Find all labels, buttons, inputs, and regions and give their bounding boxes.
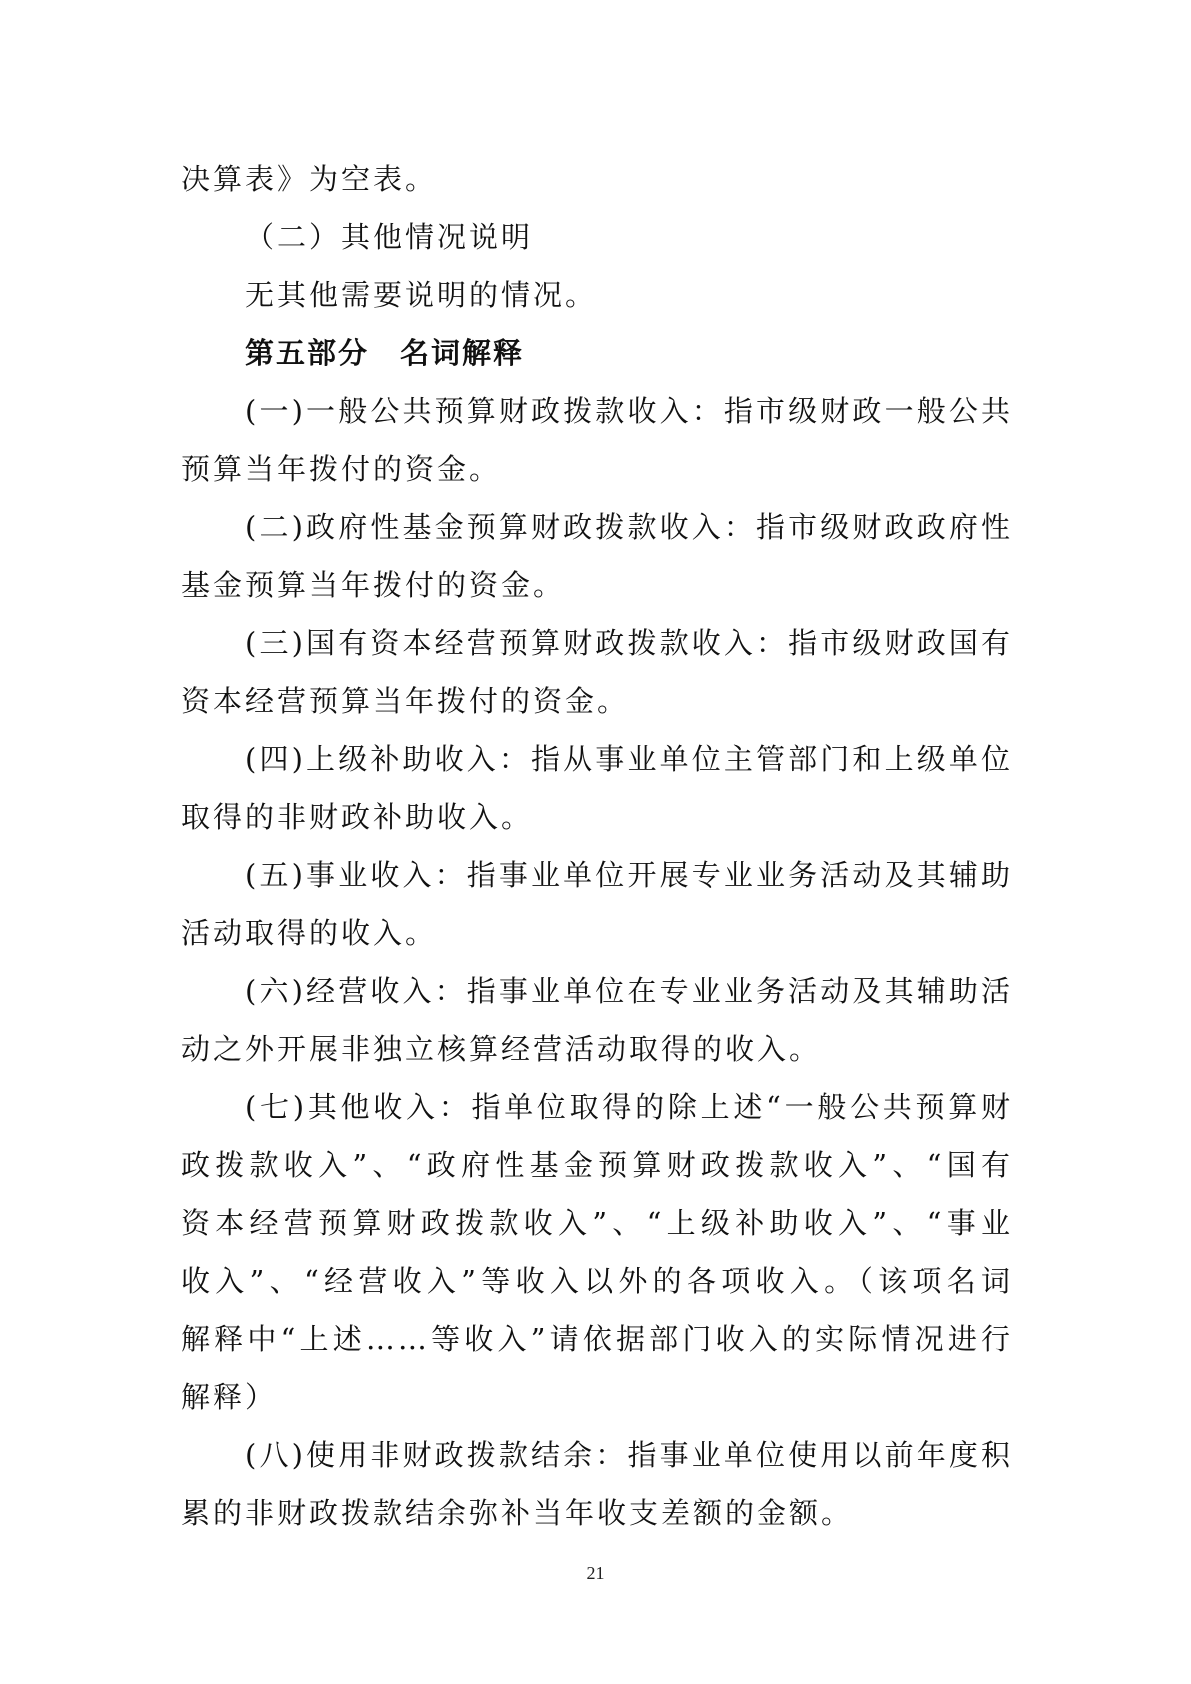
glossary-item-8-line-2: 累的非财政拨款结余弥补当年收支差额的金额。 (181, 1496, 854, 1530)
glossary-item-5-line-2: 活动取得的收入。 (181, 916, 438, 950)
glossary-item-7-line-5: 解释中“上述……等收入”请依据部门收入的实际情况进行 (181, 1322, 1013, 1356)
glossary-item-1-line-1: (一)一般公共预算财政拨款收入：指市级财政一般公共 (245, 394, 1013, 428)
glossary-item-7-line-3: 资本经营预算财政拨款收入”、“上级补助收入”、“事业 (181, 1206, 1013, 1240)
glossary-item-1-line-2: 预算当年拨付的资金。 (181, 452, 502, 486)
page-body (181, 150, 1013, 1542)
glossary-item-7-line-4: 收入”、“经营收入”等收入以外的各项收入。（该项名词 (181, 1264, 1013, 1298)
glossary-item-4-line-2: 取得的非财政补助收入。 (181, 800, 534, 834)
other-notes-text: 无其他需要说明的情况。 (245, 278, 598, 312)
glossary-item-2-line-2: 基金预算当年拨付的资金。 (181, 568, 566, 602)
glossary-item-7-line-6: 解释） (181, 1380, 278, 1414)
glossary-item-6-line-2: 动之外开展非独立核算经营活动取得的收入。 (181, 1032, 822, 1066)
page-number: 21 (586, 1563, 605, 1583)
glossary-item-2-line-1: (二)政府性基金预算财政拨款收入：指市级财政政府性 (245, 510, 1013, 544)
glossary-item-3-line-2: 资本经营预算当年拨付的资金。 (181, 684, 630, 718)
glossary-item-7-line-2: 政拨款收入”、“政府性基金预算财政拨款收入”、“国有 (181, 1148, 1013, 1182)
continuation-line: 决算表》为空表。 (181, 162, 438, 196)
glossary-item-6-line-1: (六)经营收入：指事业单位在专业业务活动及其辅助活 (245, 974, 1013, 1008)
glossary-item-7-line-1: (七)其他收入：指单位取得的除上述“一般公共预算财 (245, 1090, 1013, 1124)
subsection-heading-other-notes: （二）其他情况说明 (245, 220, 534, 254)
glossary-item-3-line-1: (三)国有资本经营预算财政拨款收入：指市级财政国有 (245, 626, 1013, 660)
section-heading-glossary: 第五部分 名词解释 (245, 336, 525, 370)
glossary-item-8-line-1: (八)使用非财政拨款结余：指事业单位使用以前年度积 (245, 1438, 1013, 1472)
glossary-item-4-line-1: (四)上级补助收入：指从事业单位主管部门和上级单位 (245, 742, 1013, 776)
glossary-item-5-line-1: (五)事业收入：指事业单位开展专业业务活动及其辅助 (245, 858, 1013, 892)
